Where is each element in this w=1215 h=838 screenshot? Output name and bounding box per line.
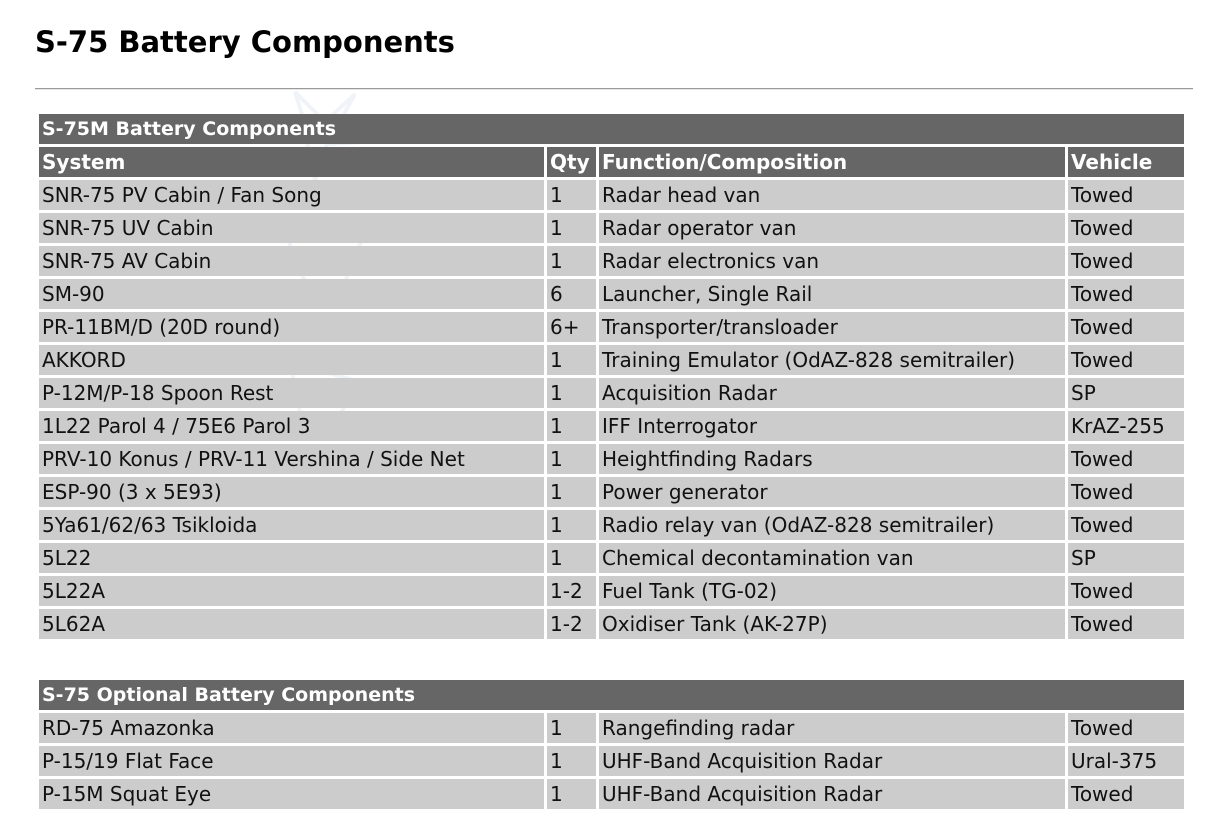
cell-system: P-15/19 Flat Face: [39, 746, 544, 776]
table-row: [39, 312, 1184, 342]
column-header-system: System: [39, 147, 544, 177]
cell-system: 5L22A: [39, 576, 544, 606]
cell-qty: 1: [547, 180, 596, 210]
cell-vehicle: KrAZ-255: [1068, 411, 1184, 441]
cell-qty: 1: [547, 779, 596, 809]
cell-system: SNR-75 UV Cabin: [39, 213, 544, 243]
cell-function: Launcher, Single Rail: [599, 279, 1065, 309]
cell-vehicle: Ural-375: [1068, 746, 1184, 776]
cell-function: Radar operator van: [599, 213, 1065, 243]
cell-qty: 1: [547, 713, 596, 743]
cell-qty: 1: [547, 444, 596, 474]
column-header-function: Function/Composition: [599, 147, 1065, 177]
cell-system: PRV-10 Konus / PRV-11 Vershina / Side Net: [39, 444, 544, 474]
cell-system: SNR-75 AV Cabin: [39, 246, 544, 276]
cell-qty: 1: [547, 345, 596, 375]
cell-qty: 6: [547, 279, 596, 309]
title-divider: [35, 88, 1193, 90]
table-row: [39, 411, 1184, 441]
cell-qty: 1: [547, 746, 596, 776]
cell-qty: 1: [547, 543, 596, 573]
table-row: [39, 510, 1184, 540]
column-header-vehicle: Vehicle: [1068, 147, 1184, 177]
cell-system: 5L62A: [39, 609, 544, 639]
cell-system: ESP-90 (3 x 5E93): [39, 477, 544, 507]
cell-qty: 1-2: [547, 576, 596, 606]
cell-vehicle: Towed: [1068, 576, 1184, 606]
cell-function: IFF Interrogator: [599, 411, 1065, 441]
cell-function: UHF-Band Acquisition Radar: [599, 779, 1065, 809]
cell-qty: 1: [547, 510, 596, 540]
s75m-components-table: [36, 111, 1187, 642]
cell-qty: 6+: [547, 312, 596, 342]
cell-function: Acquisition Radar: [599, 378, 1065, 408]
column-header-qty: Qty: [547, 147, 596, 177]
page-title: S-75 Battery Components: [35, 25, 455, 59]
cell-function: Chemical decontamination van: [599, 543, 1065, 573]
cell-vehicle: Towed: [1068, 180, 1184, 210]
cell-vehicle: Towed: [1068, 279, 1184, 309]
cell-system: AKKORD: [39, 345, 544, 375]
table-row: [39, 378, 1184, 408]
table-row: [39, 779, 1184, 809]
table-caption-row: [39, 114, 1184, 144]
table-row: [39, 746, 1184, 776]
cell-vehicle: Towed: [1068, 609, 1184, 639]
cell-vehicle: Towed: [1068, 312, 1184, 342]
cell-system: RD-75 Amazonka: [39, 713, 544, 743]
cell-function: Power generator: [599, 477, 1065, 507]
table-caption: S-75 Optional Battery Components: [39, 680, 1184, 710]
cell-qty: 1: [547, 378, 596, 408]
cell-vehicle: Towed: [1068, 213, 1184, 243]
cell-function: Radar head van: [599, 180, 1065, 210]
cell-function: Radar electronics van: [599, 246, 1065, 276]
table-row: [39, 279, 1184, 309]
table-row: [39, 576, 1184, 606]
cell-system: 1L22 Parol 4 / 75E6 Parol 3: [39, 411, 544, 441]
table-row: [39, 609, 1184, 639]
cell-vehicle: SP: [1068, 543, 1184, 573]
cell-vehicle: Towed: [1068, 779, 1184, 809]
s75-optional-components-table: [36, 677, 1187, 812]
cell-qty: 1: [547, 246, 596, 276]
cell-qty: 1: [547, 411, 596, 441]
cell-function: Oxidiser Tank (AK-27P): [599, 609, 1065, 639]
cell-vehicle: Towed: [1068, 477, 1184, 507]
cell-function: UHF-Band Acquisition Radar: [599, 746, 1065, 776]
table-row: [39, 477, 1184, 507]
cell-vehicle: Towed: [1068, 345, 1184, 375]
cell-vehicle: Towed: [1068, 444, 1184, 474]
cell-system: P-12M/P-18 Spoon Rest: [39, 378, 544, 408]
cell-system: SM-90: [39, 279, 544, 309]
table-row: [39, 213, 1184, 243]
cell-function: Radio relay van (OdAZ-828 semitrailer): [599, 510, 1065, 540]
cell-vehicle: Towed: [1068, 246, 1184, 276]
table-row: [39, 713, 1184, 743]
cell-function: Rangefinding radar: [599, 713, 1065, 743]
cell-system: 5Ya61/62/63 Tsikloida: [39, 510, 544, 540]
table-row: [39, 444, 1184, 474]
cell-function: Training Emulator (OdAZ-828 semitrailer): [599, 345, 1065, 375]
table-row: [39, 543, 1184, 573]
cell-function: Heightfinding Radars: [599, 444, 1065, 474]
table-caption-row: [39, 680, 1184, 710]
table-row: [39, 180, 1184, 210]
cell-vehicle: Towed: [1068, 713, 1184, 743]
cell-system: 5L22: [39, 543, 544, 573]
table-caption: S-75M Battery Components: [39, 114, 1184, 144]
table-row: [39, 246, 1184, 276]
cell-system: SNR-75 PV Cabin / Fan Song: [39, 180, 544, 210]
cell-function: Fuel Tank (TG-02): [599, 576, 1065, 606]
cell-qty: 1: [547, 477, 596, 507]
cell-system: P-15M Squat Eye: [39, 779, 544, 809]
cell-qty: 1-2: [547, 609, 596, 639]
table-row: [39, 345, 1184, 375]
table-header-row: [39, 147, 1184, 177]
cell-function: Transporter/transloader: [599, 312, 1065, 342]
cell-vehicle: SP: [1068, 378, 1184, 408]
cell-vehicle: Towed: [1068, 510, 1184, 540]
cell-system: PR-11BM/D (20D round): [39, 312, 544, 342]
cell-qty: 1: [547, 213, 596, 243]
